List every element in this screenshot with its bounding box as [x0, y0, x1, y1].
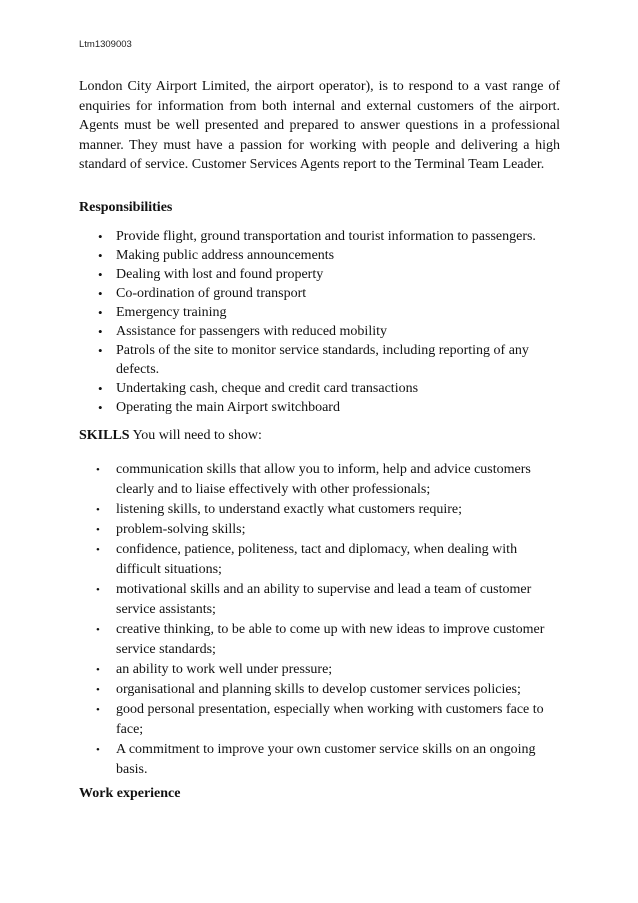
list-item: [79, 227, 564, 246]
list-item-text: Undertaking cash, cheque and credit card transactions: [116, 381, 419, 396]
bullet-icon: •: [98, 267, 103, 282]
list-item-text: Dealing with lost and found property: [116, 267, 324, 282]
bullet-icon: •: [98, 324, 103, 339]
intro-paragraph: London City Airport Limited, the airport operator), is to respond to a vast range of enquiries for information from both internal and external customers of the airport. Agents must be well presented and prepared to answer questions in a professional manner. They must have a passion for working with people and delivering a high standard of service. Customer Services Agents report to the Terminal Team Leader.: [79, 79, 560, 172]
list-item: [79, 500, 564, 520]
list-item-text: Patrols of the site to monitor service standards, including reporting of any defects.: [116, 343, 529, 377]
bullet-icon: •: [96, 544, 100, 556]
list-item-text: good personal presentation, especially when working with customers face to face;: [116, 702, 544, 737]
list-item: [79, 740, 564, 780]
list-item: [79, 265, 564, 284]
bullet-icon: •: [98, 381, 103, 396]
list-item-text: A commitment to improve your own customer service skills on an ongoing basis.: [116, 742, 536, 777]
list-item-text: organisational and planning skills to develop customer services policies;: [116, 682, 521, 697]
bullet-icon: •: [98, 400, 103, 415]
list-item: [79, 284, 564, 303]
list-item-text: Co-ordination of ground transport: [116, 286, 307, 301]
list-item: [79, 379, 564, 398]
list-item: [79, 341, 564, 379]
bullet-icon: •: [98, 305, 103, 320]
skills-heading: [79, 428, 262, 444]
list-item-text: Making public address announcements: [116, 248, 335, 263]
work-experience-heading: Work experience: [79, 786, 181, 801]
bullet-icon: •: [96, 684, 100, 696]
list-item-text: Provide flight, ground transportation and tourist information to passengers.: [116, 229, 536, 244]
skills-heading-rest: You will need to show:: [129, 428, 262, 443]
bullet-icon: •: [96, 584, 100, 596]
list-item-text: listening skills, to understand exactly what customers require;: [116, 502, 463, 517]
bullet-icon: •: [96, 464, 100, 476]
list-item: [79, 700, 564, 740]
bullet-icon: •: [98, 229, 103, 244]
bullet-icon: •: [98, 343, 103, 358]
bullet-icon: •: [98, 286, 103, 301]
responsibilities-list: [79, 227, 564, 417]
list-item-text: Operating the main Airport switchboard: [116, 400, 340, 415]
list-item: [79, 460, 564, 500]
bullet-icon: •: [96, 504, 100, 516]
list-item-text: confidence, patience, politeness, tact and diplomacy, when dealing with difficult situations;: [116, 542, 518, 577]
skills-list: [79, 460, 564, 780]
document-code: Ltm1309003: [79, 39, 132, 50]
bullet-icon: •: [96, 624, 100, 636]
list-item-text: communication skills that allow you to inform, help and advice customers clearly and to liaise effectively with other professionals;: [116, 462, 531, 497]
list-item: [79, 398, 564, 417]
list-item-text: Assistance for passengers with reduced mobility: [116, 324, 387, 339]
list-item: [79, 540, 564, 580]
skills-heading-bold: SKILLS: [79, 428, 130, 443]
list-item-text: creative thinking, to be able to come up with new ideas to improve customer service standards;: [116, 622, 545, 657]
list-item-text: motivational skills and an ability to supervise and lead a team of customer service assistants;: [116, 582, 532, 617]
list-item: [79, 580, 564, 620]
list-item: [79, 322, 564, 341]
list-item-text: Emergency training: [116, 305, 227, 320]
list-item-text: problem-solving skills;: [116, 522, 246, 537]
bullet-icon: •: [96, 524, 100, 536]
list-item: [79, 246, 564, 265]
list-item: [79, 660, 564, 680]
bullet-icon: •: [96, 744, 100, 756]
bullet-icon: •: [96, 664, 100, 676]
list-item: [79, 520, 564, 540]
list-item-text: an ability to work well under pressure;: [116, 662, 333, 677]
list-item: [79, 303, 564, 322]
responsibilities-heading: Responsibilities: [79, 200, 173, 215]
list-item: [79, 680, 564, 700]
list-item: [79, 620, 564, 660]
bullet-icon: •: [98, 248, 103, 263]
bullet-icon: •: [96, 704, 100, 716]
